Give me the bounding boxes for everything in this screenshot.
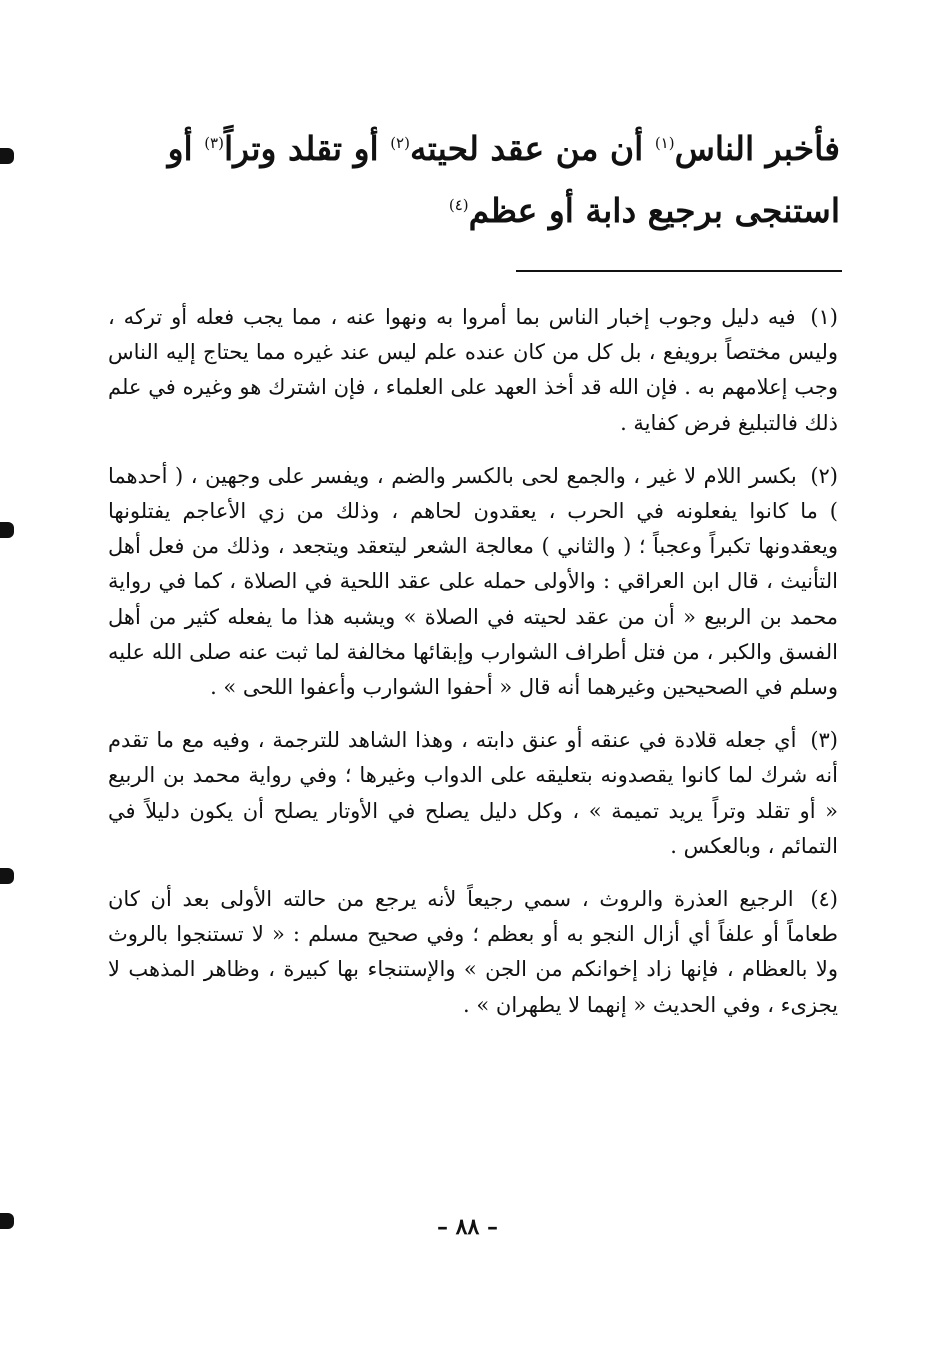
footnote-separator (516, 270, 842, 272)
footnote-number: (٢) (810, 463, 838, 488)
footnote-text: الرجيع العذرة والروث ، سمي رجيعاً لأنه يرجع من حالته الأولى بعد أن كان طعاماً أو علفاً أي أزال النجو به أو بعظم ؛ وفي صحيح مسلم : « لا تستنجوا بالروث ولا بالعظام ، فإنها زاد إخوانكم من الجن » والإستنجاء بها كبيرة ، وظاهر المذهب لا يجزىء ، وفي الحديث « إنهما لا يطهران » . (108, 887, 838, 1017)
main-text-segment: استنجى برجيع دابة أو عظم (468, 191, 840, 230)
binding-mark (0, 868, 14, 884)
footnotes (108, 300, 838, 1041)
main-text-segment: أن من عقد لحيته (409, 129, 644, 168)
main-text-segment: أو (167, 129, 193, 168)
footnote-text: فيه دليل وجوب إخبار الناس بما أمروا به ونهوا عنه ، مما يجب فعله أو تركه ، وليس مختصاً برويفع ، بل كل من كان عنده علم ليس عند غيره مما يحتاج إليه الناس وجب إعلامهم به . فإن الله قد أخذ العهد على العلماء ، فإن اشترك هو وغيره في علم ذلك فالتبليغ فرض كفاية . (108, 305, 838, 435)
footnote-text: أي جعله قلادة في عنقه أو عنق دابته ، وهذا الشاهد للترجمة ، وفيه مع ما تقدم أنه شرك لما كانوا يقصدونه بتعليقه على الدواب وغيرها ؛ وفي رواية محمد بن الربيع « أو تقلد وتراً يريد تميمة » ، وكل دليل يصلح في الأوتار يصلح أن يكون دليلاً في التمائم ، وبالعكس . (108, 728, 838, 858)
footnote-ref: (٤) (448, 196, 469, 214)
binding-mark (0, 522, 14, 538)
main-text-segment: فأخبر الناس (674, 129, 840, 168)
page-number: – ٨٨ – (437, 1214, 498, 1240)
footnote-text: بكسر اللام لا غير ، والجمع لحى بالكسر والضم ، ويفسر على وجهين ، ( أحدهما ) ما كانوا يفعلونه في الحرب ، يعقدون لحاهم ، وذلك من زي الأعاجم يفتلونها ويعقدونها تكبراً وعجباً ؛ ( والثاني ) معالجة الشعر ليتعقد ويتجعد ، وذلك من فعل أهل التأنيث ، قال ابن العراقي : والأولى حمله على عقد اللحية في الصلاة ، كما في رواية محمد بن الربيع « أن من عقد لحيته في الصلاة » ويشبه هذا ما يفعله كثير من أهل الفسق والكبر ، من فتل أطراف الشوارب وإبقائها مخالفة لما ثبت عنه صلى الله عليه وسلم في الصحيحين وغيرهما أنه قال « أحفوا الشوارب وأعفوا اللحى » . (108, 463, 838, 700)
footnote (108, 300, 838, 441)
footnote (108, 723, 838, 864)
main-text-segment: أو تقلد وتراً (223, 129, 379, 168)
footnote (108, 459, 838, 705)
footnote-number: (٣) (810, 728, 838, 753)
footnote-ref: (٣) (204, 134, 224, 152)
footnote-number: (١) (810, 305, 838, 329)
footnote-ref: (١) (654, 134, 675, 152)
footnote (108, 882, 838, 1023)
main-text (100, 118, 840, 242)
footnote-ref: (٢) (390, 134, 410, 152)
binding-mark (0, 148, 14, 164)
footnote-number: (٤) (810, 887, 838, 912)
main-text-line (100, 180, 840, 242)
